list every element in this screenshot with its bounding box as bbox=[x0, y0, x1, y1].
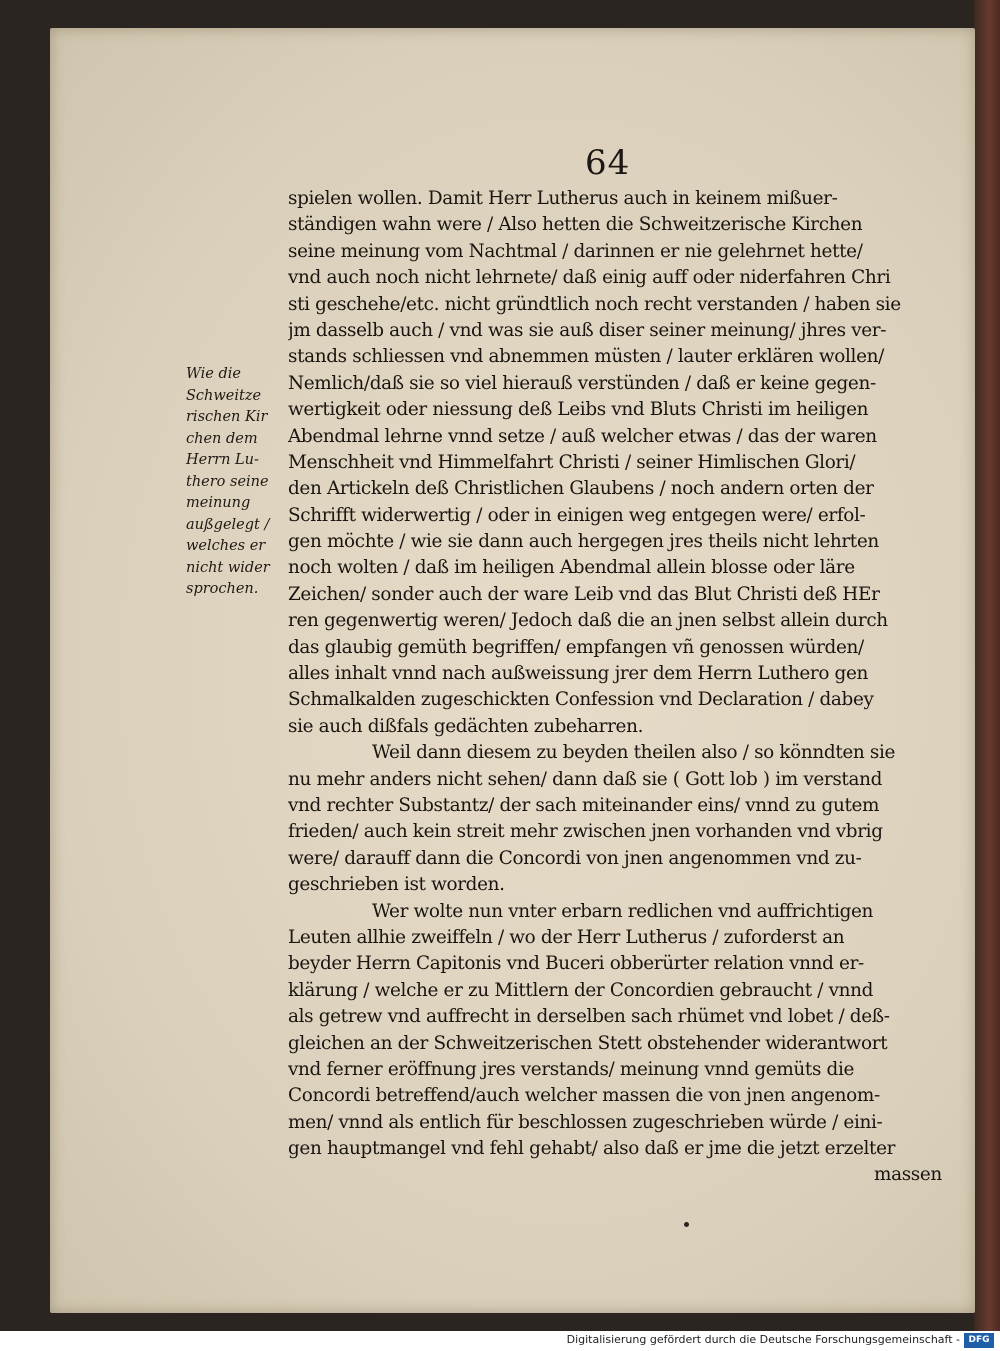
margin-note-line: welches er bbox=[186, 538, 266, 554]
margin-note-line: Wie die bbox=[186, 366, 241, 382]
margin-note-line: Schweitze bbox=[186, 387, 262, 404]
margin-note-line: thero seine bbox=[186, 473, 269, 490]
text-line: klärung / welche er zu Mittlern der Concordien gebraucht / vnnd bbox=[288, 979, 874, 1001]
text-line: gleichen an der Schweitzerischen Stett obstehender widerantwort bbox=[288, 1032, 888, 1054]
text-line: das glaubig gemüth begriffen/ empfangen vñ genossen würden/ bbox=[288, 636, 864, 658]
catchword: massen bbox=[874, 1164, 942, 1186]
margin-note bbox=[186, 364, 286, 601]
text-line: were/ darauff dann die Concordi von jnen angenommen vnd zu- bbox=[288, 847, 862, 869]
text-line: den Artickeln deß Christlichen Glaubens / noch andern orten der bbox=[288, 478, 874, 500]
page-number: 64 bbox=[585, 143, 631, 183]
text-line: men/ vnnd als entlich für beschlossen zugeschrieben würde / eini- bbox=[288, 1111, 883, 1133]
text-line: vnd rechter Substantz/ der sach miteinander eins/ vnnd zu gutem bbox=[288, 794, 880, 816]
text-line: gen möchte / wie sie dann auch hergegen jres theils nicht lehrten bbox=[288, 531, 879, 553]
text-line: noch wolten / daß im heiligen Abendmal allein blosse oder läre bbox=[288, 557, 855, 579]
book-spine bbox=[974, 0, 1000, 1331]
text-line: vnd auch noch nicht lehrnete/ daß einig auff oder niderfahren Chri bbox=[288, 267, 891, 289]
dfg-logo[interactable]: DFG bbox=[964, 1333, 994, 1348]
text-line: sti geschehe/etc. nicht gründtlich noch recht verstanden / haben sie bbox=[288, 293, 901, 315]
text-line: spielen wollen. Damit Herr Lutherus auch in keinem mißuer- bbox=[288, 188, 838, 209]
margin-note-line: meinung bbox=[186, 495, 251, 511]
text-line: seine meinung vom Nachtmal / darinnen er nie gelehrnet hette/ bbox=[288, 240, 863, 262]
footer-bar bbox=[0, 1331, 1000, 1351]
text-line: Menschheit vnd Himmelfahrt Christi / seiner Himlischen Glori/ bbox=[288, 451, 856, 473]
text-line: Weil dann diesem zu beyden theilen also / so könndten sie bbox=[372, 742, 896, 764]
footer-credit-text: Digitalisierung gefördert durch die Deutsche Forschungsgemeinschaft - bbox=[566, 1333, 960, 1346]
text-line: Schrifft widerwertig / oder in einigen weg entgegen were/ erfol- bbox=[288, 504, 866, 526]
body-text bbox=[288, 186, 948, 1189]
text-line: stands schliessen vnd abnemmen müsten / lauter erklären wollen/ bbox=[288, 346, 884, 368]
text-line: gen hauptmangel vnd fehl gehabt/ also daß er jme die jetzt erzelter bbox=[288, 1138, 896, 1160]
ink-speck bbox=[684, 1222, 689, 1227]
margin-note-line: sprochen. bbox=[186, 581, 259, 597]
text-line: ständigen wahn were / Also hetten die Schweitzerische Kirchen bbox=[288, 214, 863, 236]
text-line: Nemlich/daß sie so viel hierauß verstünden / daß er keine gegen- bbox=[288, 372, 876, 394]
text-line: ren gegenwertig weren/ Jedoch daß die an jnen selbst allein durch bbox=[288, 610, 888, 632]
text-line: jm dasselb auch / vnd was sie auß diser seiner meinung/ jhres ver- bbox=[288, 319, 887, 341]
text-line: vnd ferner eröffnung jres verstands/ meinung vnnd gemüts die bbox=[288, 1058, 855, 1080]
text-line: Leuten allhie zweiffeln / wo der Herr Lutherus / zuforderst an bbox=[288, 926, 845, 948]
text-line: Concordi betreffend/auch welcher massen die von jnen angenom- bbox=[288, 1085, 880, 1107]
text-line: Wer wolte nun vnter erbarn redlichen vnd auffrichtigen bbox=[372, 900, 874, 922]
text-line: als getrew vnd auffrecht in derselben sach rhümet vnd lobet / deß- bbox=[288, 1006, 890, 1028]
margin-note-line: außgelegt / bbox=[186, 516, 270, 533]
margin-note-line: Herrn Lu- bbox=[186, 452, 259, 468]
margin-note-line: rischen Kir bbox=[186, 409, 268, 425]
text-line: Schmalkalden zugeschickten Confession vnd Declaration / dabey bbox=[288, 689, 874, 711]
text-line: wertigkeit oder niessung deß Leibs vnd Bluts Christi im heiligen bbox=[288, 399, 869, 421]
text-line: beyder Herrn Capitonis vnd Buceri obberürter relation vnnd er- bbox=[288, 953, 864, 975]
text-line: Abendmal lehrne vnnd setze / auß welcher etwas / das der waren bbox=[288, 425, 877, 447]
text-line: sie auch dißfals gedächten zubeharren. bbox=[288, 715, 644, 737]
margin-note-line: nicht wider bbox=[186, 559, 270, 576]
text-line: Zeichen/ sonder auch der ware Leib vnd das Blut Christi deß HEr bbox=[288, 583, 880, 605]
text-line: alles inhalt vnnd nach außweissung jrer dem Herrn Luthero gen bbox=[288, 663, 869, 685]
text-line: geschrieben ist worden. bbox=[288, 874, 505, 896]
margin-note-line: chen dem bbox=[186, 430, 258, 447]
text-line: frieden/ auch kein streit mehr zwischen jnen vorhanden vnd vbrig bbox=[288, 821, 883, 843]
text-line: nu mehr anders nicht sehen/ dann daß sie ( Gott lob ) im verstand bbox=[288, 768, 883, 790]
